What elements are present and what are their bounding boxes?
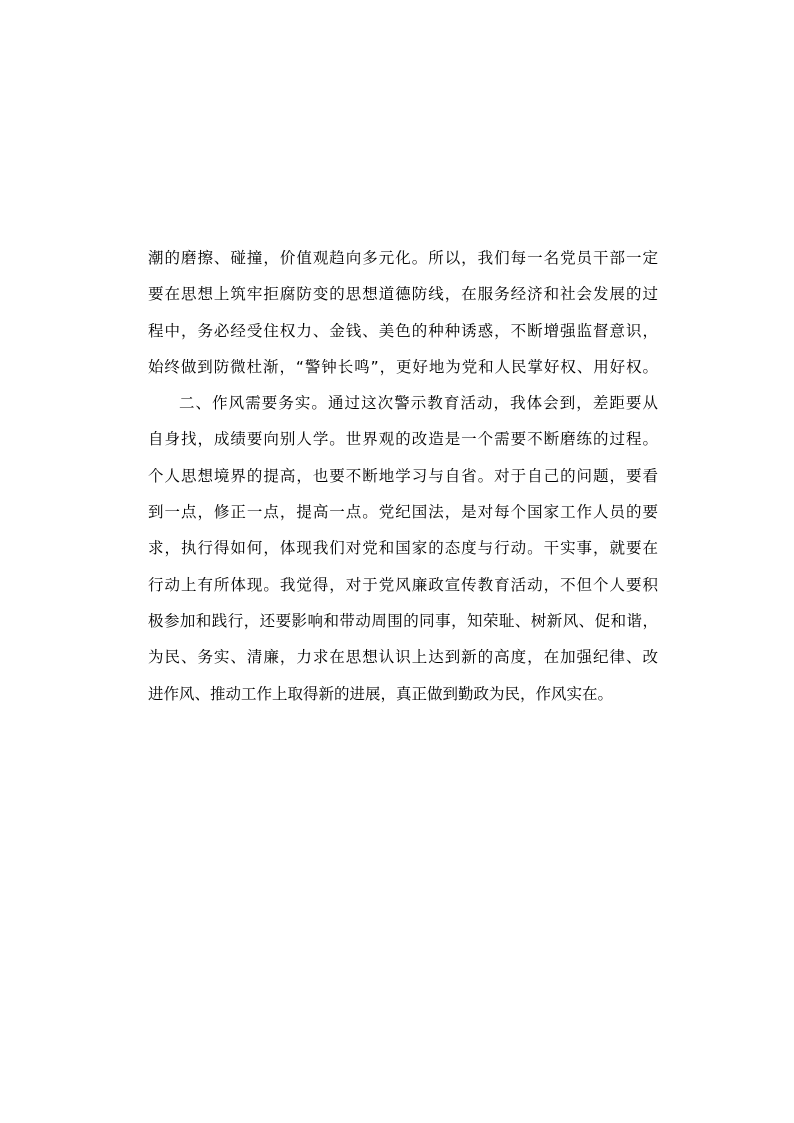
text-line-11: 极参加和践行，还要影响和带动周围的同事，知荣耻、树新风、促和谐， — [148, 611, 658, 630]
text-line-2: 要在思想上筑牢拒腐防变的思想道德防线，在服务经济和社会发展的过 — [148, 285, 658, 304]
text-line-8: 到一点，修正一点，提高一点。党纪国法，是对每个国家工作人员的要 — [148, 503, 658, 522]
text-line-7: 个人思想境界的提高，也要不断地学习与自省。对于自己的问题，要看 — [148, 466, 658, 485]
text-line-3: 程中，务必经受住权力、金钱、美色的种种诱惑，不断增强监督意识， — [148, 321, 658, 340]
text-line-1: 潮的磨擦、碰撞，价值观趋向多元化。所以，我们每一名党员干部一定 — [148, 249, 658, 267]
text-line-4: 始终做到防微杜渐，“警钟长鸣”，更好地为党和人民掌好权、用好权。 — [148, 357, 658, 376]
text-line-13: 进作风、推动工作上取得新的进展，真正做到勤政为民，作风实在。 — [148, 684, 614, 703]
text-line-12: 为民、务实、清廉，力求在思想认识上达到新的高度，在加强纪律、改 — [148, 648, 658, 667]
text-line-9: 求，执行得如何，体现我们对党和国家的态度与行动。干实事，就要在 — [148, 539, 658, 558]
text-line-6: 自身找，成绩要向别人学。世界观的改造是一个需要不断磨练的过程。 — [148, 430, 658, 449]
text-line-10: 行动上有所体现。我觉得，对于党风廉政宣传教育活动，不但个人要积 — [148, 575, 658, 594]
text-line-5-section-heading: 二、作风需要务实。通过这次警示教育活动，我体会到，差距要从 — [179, 394, 658, 413]
body-text — [148, 240, 658, 712]
